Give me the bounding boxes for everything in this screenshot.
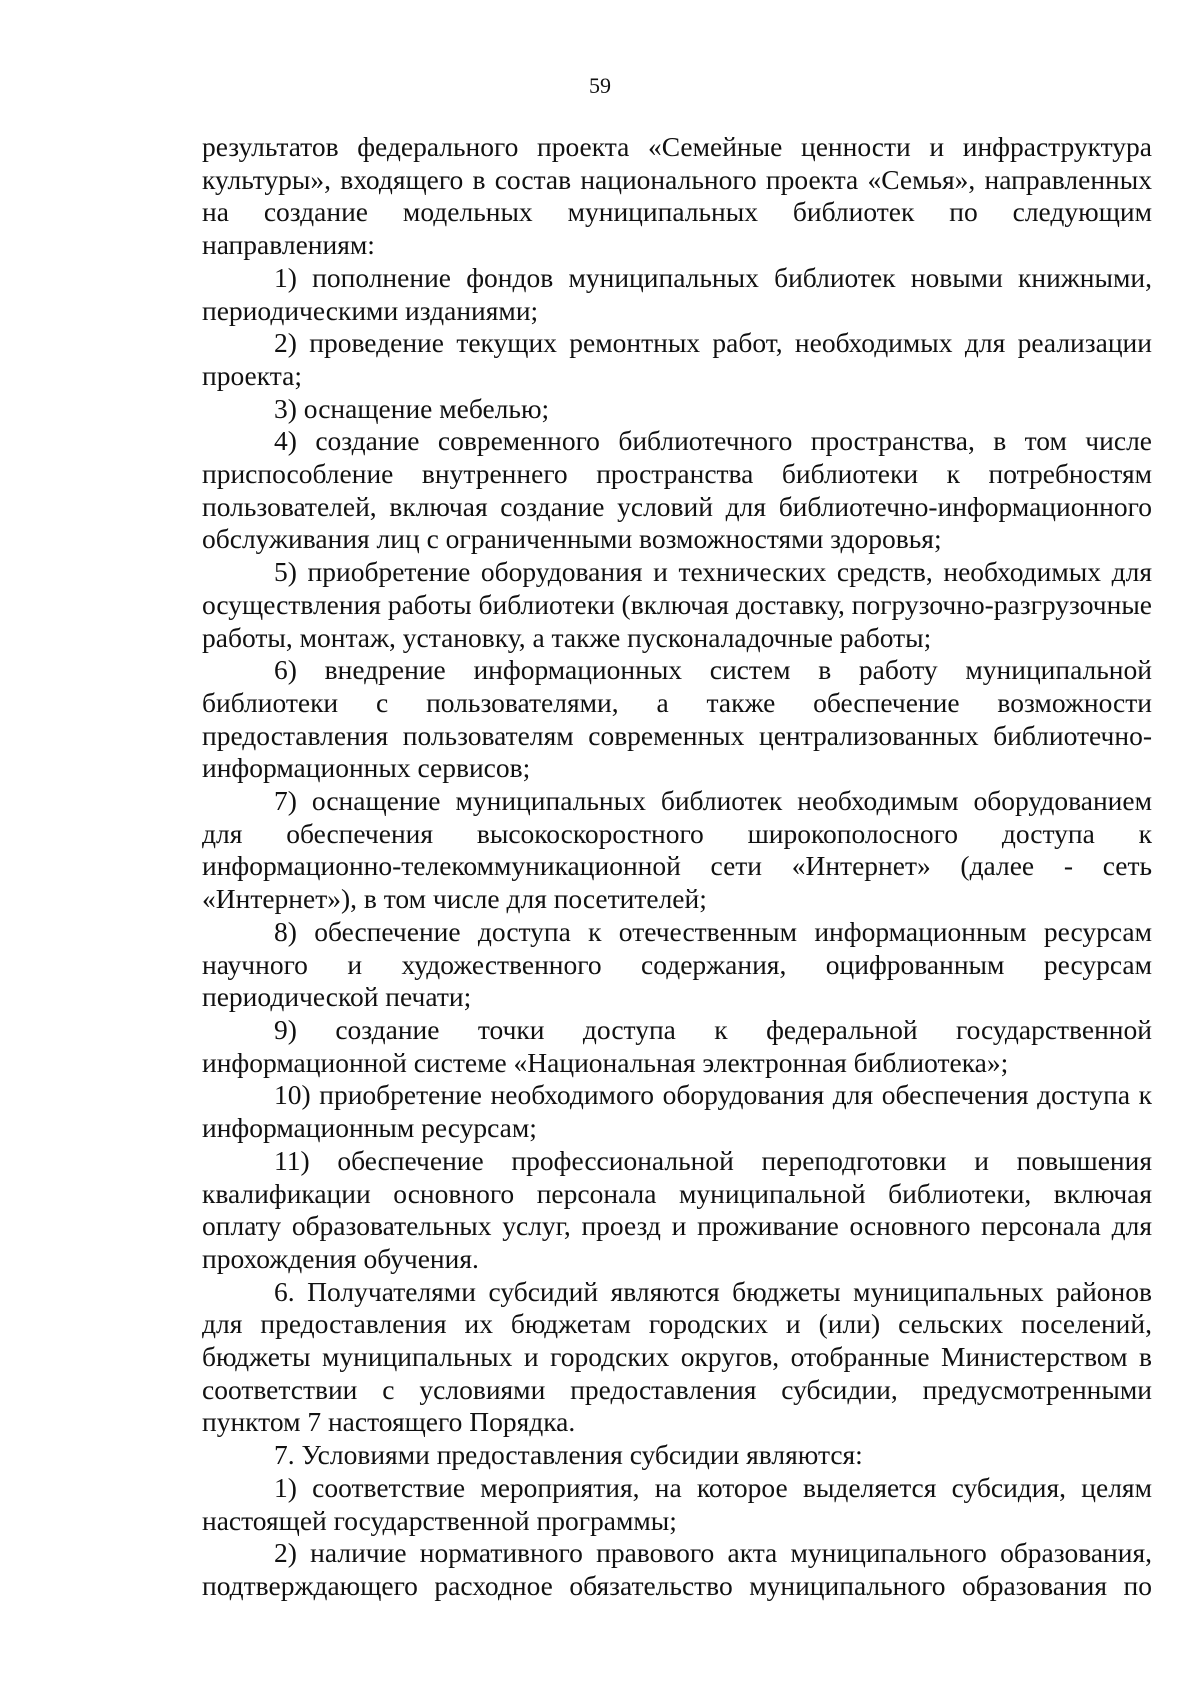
body-text [202,131,1152,1603]
list-item-10: 10) приобретение необходимого оборудования для обеспечения доступа к информационным ресурсам; [202,1079,1152,1144]
list-item-4: 4) создание современного библиотечного пространства, в том числе приспособление внутреннего пространства библиотеки к потребностям пользователей, включая создание условий для библиотечно-информационного обслуживания лиц с ограниченными возможностями здоровья; [202,425,1152,555]
section-6-paragraph: 6. Получателями субсидий являются бюджеты муниципальных районов для предоставления их бюджетам городских и (или) сельских поселений, бюджеты муниципальных и городских округов, отобранные Министерством в соответствии с условиями предоставления субсидии, предусмотренными пунктом 7 настоящего Порядка. [202,1275,1152,1438]
list-item-8: 8) обеспечение доступа к отечественным информационным ресурсам научного и художественного содержания, оцифрованным ресурсам периодической печати; [202,915,1152,1013]
list-item-6: 6) внедрение информационных систем в работу муниципальной библиотеки с пользователями, а также обеспечение возможности предоставления пользователям современных централизованных библиотечно-информационных сервисов; [202,654,1152,784]
condition-item-1: 1) соответствие мероприятия, на которое выделяется субсидия, целям настоящей государственной программы; [202,1471,1152,1536]
section-7-heading: 7. Условиями предоставления субсидии являются: [274,1439,863,1471]
list-item-7: 7) оснащение муниципальных библиотек необходимым оборудованием для обеспечения высокоскоростного широкополосного доступа к информационно-телекоммуникационной сети «Интернет» (далее - сеть «Интернет»), в том числе для посетителей; [202,785,1152,915]
list-item-2: 2) проведение текущих ремонтных работ, необходимых для реализации проекта; [202,327,1152,391]
list-item-5: 5) приобретение оборудования и технических средств, необходимых для осуществления работы библиотеки (включая доставку, погрузочно-разгрузочные работы, монтаж, установку, а также пусконаладочные работы; [202,556,1153,653]
list-item-1: 1) пополнение фондов муниципальных библиотек новыми книжными, периодическими изданиями; [202,261,1152,326]
list-item-9: 9) создание точки доступа к федеральной государственной информационной системе «Национальная электронная библиотека»; [202,1013,1152,1078]
page-number: 59 [589,73,611,98]
list-item-11: 11) обеспечение профессиональной переподготовки и повышения квалификации основного персонала муниципальной библиотеки, включая оплату образовательных услуг, проезд и проживание основного персонала для прохождения обучения. [202,1144,1152,1274]
condition-item-2: 2) наличие нормативного правового акта муниципального образования, подтверждающего расходное обязательство муниципального образования по [202,1537,1152,1601]
list-item-3: 3) оснащение мебелью; [274,392,550,424]
paragraph-intro: результатов федерального проекта «Семейные ценности и инфраструктура культуры», входящего в состав национального проекта «Семья», направленных на создание модельных муниципальных библиотек по следующим направлениям: [202,131,1152,261]
